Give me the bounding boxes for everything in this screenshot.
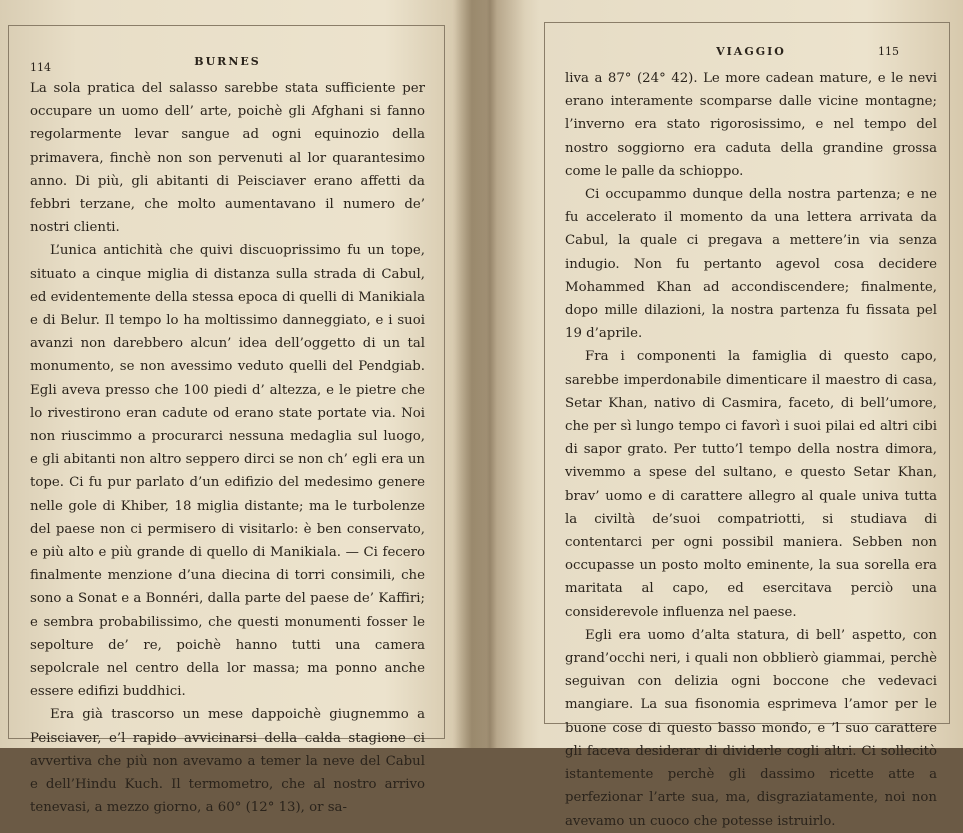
left-paragraph: Era già trascorso un mese dappoichè giugnemmo a Peisciaver, e’l rapido avvicinarsi della calda stagione ci avvertiva che più non avevamo a temer la neve del Cabul e dell’Hindu Kuch. Il termometro, che al nostro arrivo tenevasi, a mezzo giorno, a 60° (12° 13), or sa- [30,707,425,816]
right-running-head: VIAGGIO [716,45,786,58]
right-paragraph: Ci occupammo dunque della nostra partenza; e ne fu accelerato il momento da una lettera arrivata da Cabul, la quale ci pregava a mettere’in via senza indugio. Non fu pertanto agevol cosa decidere Mohammed Khan ad accondiscendere; finalmente, dopo mille dilazioni, la nostra partenza fu fissata pel 19 d’aprile. [565,187,937,342]
left-paragraph: L’unica antichità che quivi discuoprissimo fu un tope, situato a cinque miglia di distanza sulla strada di Cabul, ed evidentemente della stessa epoca di quelli di Manikiala e di Belur. Il tempo lo ha moltissimo danneggiato, e i suoi avanzi non darebbero alcun’ idea dell’oggetto di un tal monumento, se non avessimo veduto quelli del Pendgiab. Egli aveva presso che 100 piedi d’ altezza, e le pietre che lo rivestirono eran cadute od erano state portate via. Noi non riuscimmo a procurarci nessuna medaglia sul luogo, e gli abitanti non altro seppero dirci se non ch’ egli era un tope. Ci fu pur parlato d’un edifizio del medesimo genere nelle gole di Khiber, 18 miglia distante; ma le turbolenze del paese non ci permisero di visitarlo: è ben conservato, e più alto e più grande di quello di Manikiala. — Ci fecero finalmente menzione d’una diecina di torri consimili, che sono a Sonat e a Bonnéri, dalla parte del paese de’ Kaffiri; e sembra probabilissimo, che questi monumenti fosser le sepolture de’ re, poichè hanno tutti una camera sepolcrale nel centro della lor massa; ma ponno anche essere edifizi buddhici. [30,243,425,700]
right-paragraph: Egli era uomo d’alta statura, di bell’ aspetto, con grand’occhi neri, i quali non obblierò giammai, perchè seguivan con delizia ogni boccone che vedevaci mangiare. La sua fisonomia esprimeva l’amor per le buone cose di questo basso mondo, e ’l suo carattere gli faceva desiderar di dividerle cogli altri. Ci sollecitò istantemente perchè gli dassimo ricette atte a perfezionar l’arte sua, ma, disgraziatamente, noi non avevamo un cuoco che potesse istruirlo. [565,627,937,829]
left-page-number: 114 [30,61,51,74]
book-gutter [455,0,525,748]
right-paragraph: liva a 87° (24° 42). Le more cadean mature, e le nevi erano interamente scomparse dalle vicine montagne; l’inverno era stato rigorosissimo, e nel tempo del nostro soggiorno era caduta della grandine grossa come le palle da schioppo. [565,71,937,179]
left-page [30,55,425,820]
left-running-head: BURNES [194,55,261,68]
right-running-header [565,45,937,67]
right-paragraph: Fra i componenti la famiglia di questo capo, sarebbe imperdonabile dimenticare il maestro di casa, Setar Khan, nativo di Casmira, faceto, di bell’umore, che per sì lungo tempo ci favorì i suoi pilai ed altri cibi di sapor grato. Per tutto’l tempo della nostra dimora, vivemmo a spese del sultano, e questo Setar Khan, brav’ uomo e di carattere allegro al quale univa tutta la civiltà de’suoi compatriotti, si studiava di contentarci per ogni possibil maniera. Sebben non occupasse un posto molto eminente, la sua sorella era maritata al capo, ed esercitava perciò una considerevole influenza nel paese. [565,349,937,620]
right-page-number: 115 [878,45,899,58]
left-paragraph: La sola pratica del salasso sarebbe stata sufficiente per occupare un uomo dell’ arte, poichè gli Afghani si fanno regolarmente levar sangue ad ogni equinozio della primavera, finchè non son pervenuti al lor quarantesimo anno. Di più, gli abitanti di Peisciaver erano affetti da febbri terzane, che molto aumentavano il numero de’ nostri clienti. [30,81,425,236]
right-page [565,45,937,833]
left-running-header [30,55,425,77]
